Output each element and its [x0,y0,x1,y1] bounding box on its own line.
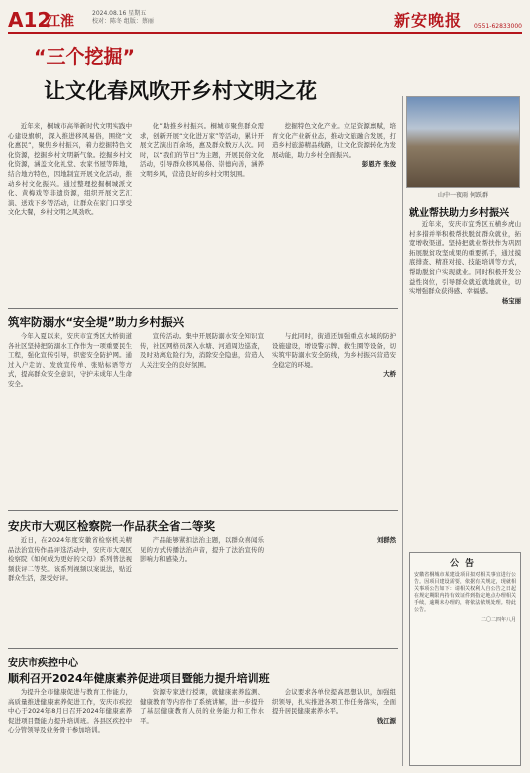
issue-staff: 校对：陈冬 组版：蔡丽 [92,18,154,25]
article3-col1: 近日，在2024年度安徽省检察机关精品法治宣传作品评选活动中，安庆市大观区检察院《如何成为更好的父母》系列普法视频获评二等奖。该系列视频以案说法，贴近群众生活，深受好评。 [8,536,132,583]
notice-date: 二〇二四年八月 [480,617,516,623]
lead-headline-main: 让文化春风吹开乡村文明之花 [44,79,317,103]
article2-byline: 大桥 [383,370,396,379]
sidebar-title: 就业帮扶助力乡村振兴 [409,208,509,219]
newspaper-logo: 新安晚报 [393,11,462,30]
section-name: 江淮 [46,14,74,30]
article2-col1: 今年入夏以来，安庆市宜秀区大桥街道各社区坚持把防溺水工作作为一项重要民生工程，强化宣传引导，织密安全防护网。通过入户走访、发放宣传单、张贴标语等方式，提高群众安全意识，守护未成年人生命安全。 [8,332,132,388]
sidebar-body: 近年来，安庆市宜秀区五横乡虎山村多措并举积极帮扶脱贫群众就业，拓宽增收渠道。坚持把就业帮扶作为巩固拓展脱贫攻坚成果的重要抓手，通过摸底排查、精准对接、技能培训等方式，帮助脱贫户实现就业。同时积极开发公益性岗位，引导群众就近就地就业，切实增强群众获得感、幸福感。 杨宝丽 [409,220,521,305]
article4-col3: 会议要求各单位提高思想认识，加强组织领导，扎实推进各项工作任务落实，全面提升居民健康素养水平。 钱江源 [272,688,396,725]
page-number: A12 [8,8,52,32]
article2-col3: 与此同时，街道还加强重点水域的防护设施建设，增设警示牌、救生圈等设备，切实筑牢防溺水安全防线，为乡村振兴营造安全稳定的环境。 大桥 [272,332,396,379]
photo-caption: 山中一夜雨 何跃群 [438,192,488,199]
article1-byline: 彭恩齐 张俊 [361,160,396,169]
column-divider [402,96,403,766]
landscape-photo [406,96,520,188]
article3-col3 [272,536,396,644]
article3-col2: 产品能够紧扣法治主题，以群众喜闻乐见的方式传播法治声音，提升了法治宣传的影响力和感染力。 [140,536,264,564]
issue-date: 2024.08.16 星期五 [92,10,147,17]
page-header [8,8,522,34]
article1-col3: 挖掘特色文化产业。立足资源禀赋，培育文化产业新业态，推动文旅融合发展，打造乡村旅游精品线路，让文化资源转化为发展动能，助力乡村全面振兴。 彭恩齐 张俊 [272,122,396,169]
article4-title-line2: 顺利召开2024年健康素养促进项目暨能力提升培训班 [8,672,270,685]
public-notice [409,552,521,766]
divider [8,510,398,511]
article4-col1: 为提升全市健康促进与教育工作能力，高质量推进健康素养促进工作，安庆市疾控中心于2024年8月日召开2024年健康素养促进项目暨能力提升培训班。各县区疾控中心分管领导及业务骨干参加培训。 [8,688,132,735]
article2-title: 筑牢防溺水“安全堤”助力乡村振兴 [8,315,185,329]
lead-headline-sub: “三个挖掘” [34,46,135,68]
sidebar-byline: 杨宝丽 [501,296,521,305]
notice-body: 安徽省桐城市某建设项目拟对相关事宜进行公告。因项目建设需要，依据有关规定，现就相关事项公告如下：请相关权利人自公告之日起在规定期限内持有效证件到指定地点办理相关手续，逾期未办理的，将依法依规处理。特此公告。 [414,572,516,613]
article2-col2: 宣传活动。集中开展防溺水安全知识宣传，社区网格员深入水塘、河道周边巡查，及时劝离危险行为，消除安全隐患，营造人人关注安全的良好氛围。 [140,332,264,369]
divider [8,308,398,309]
article3-title: 安庆市大观区检察院一作品获全省二等奖 [8,519,215,533]
article1-col2: 化”助推乡村振兴。桐城市聚焦群众需求，创新开展“文化进万家”等活动，累计开展文艺演出百余场，惠及群众数万人次。同时，以“我们的节日”为主题，开展民俗文化活动，引导群众移风易俗、崇德向善，涵养文明乡风，营造良好的乡村文明氛围。 [140,122,264,178]
article1-col1: 近年来，桐城市高举新时代文明实践中心建设旗帜，深入推进移风易俗，围绕“文化惠民”，聚焦乡村振兴，着力挖掘特色文化资源，挖掘乡村文明新气象。挖掘乡村文化资源，涵盖文化礼堂、农家书屋等阵地，结合地方特色，因地制宜开展文化活动，推动乡村文化振兴。通过整理挖掘桐城派文化、黄梅戏等非遗资源，组织开展文艺汇演、送戏下乡等活动，让群众在家门口享受文化大餐，乡村文明之风劲吹。 [8,122,132,217]
article4-title-line1: 安庆市疾控中心 [8,658,78,669]
issue-meta [92,10,154,26]
article3-byline: 刘群然 [376,536,396,544]
article4-byline: 钱江源 [376,716,396,725]
newspaper-phone: 0551-62833000 [474,23,522,30]
notice-title: 公告 [449,559,480,569]
divider [8,648,398,649]
article4-col2: 资源专家进行授课，就健康素养监测、健康教育等内容作了系统讲解，进一步提升了基层健康教育人员的业务能力和工作水平。 [140,688,264,725]
